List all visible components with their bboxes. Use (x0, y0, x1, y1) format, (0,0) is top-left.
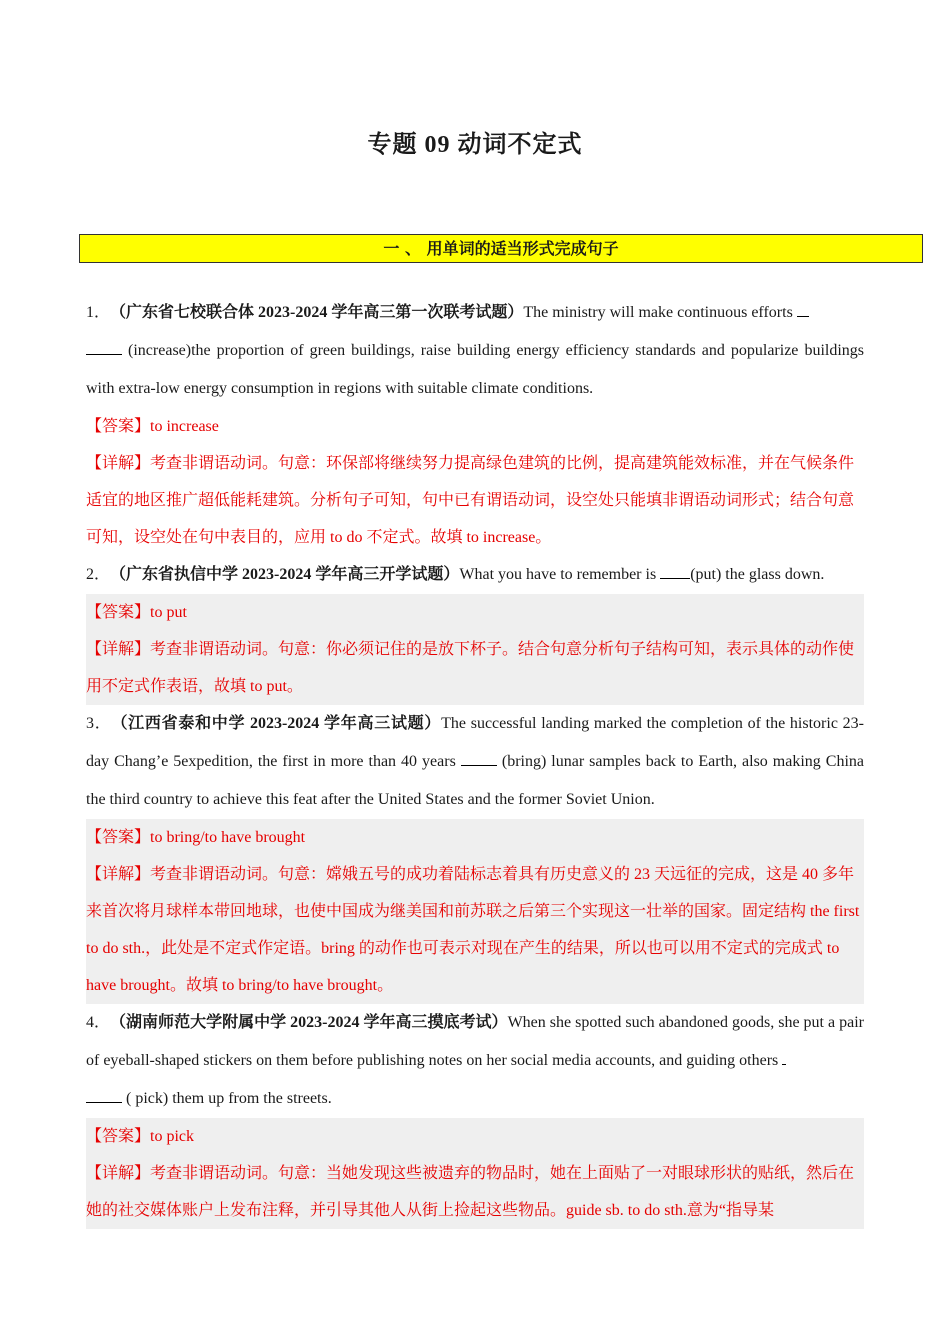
answer-blank (86, 338, 122, 355)
answer-block (86, 408, 864, 556)
question-number: 1． (86, 304, 111, 321)
answer-block (86, 594, 864, 705)
question-text: The successful landing marked the completion of the historic 23-day Chang’e 5expedition, the first in more than 40 years (86, 715, 864, 770)
question-text: (bring) lunar samples back to Earth, also making China the third country to achieve this feat after the United States and the former Soviet Union. (86, 753, 865, 808)
detail-label: 【详解】 (86, 1165, 151, 1182)
question-text: The ministry will make continuous efforts (523, 304, 793, 321)
detail-text: 考查非谓语动词。句意：嫦娥五号的成功着陆标志着具有历史意义的 23 天远征的完成，这是 40 多年来首次将月球样本带回地球，也使中国成为继美国和前苏联之后第三个实现这一壮举的国家。固定结构 the first to do sth.，此处是不定式作定语。bring 的动作也可表示对现在产生的结果，所以也可以用不定式的完成式 to have brought。故填 to bring/to have brought。 (86, 866, 860, 994)
answer-text: to pick (150, 1128, 195, 1145)
answer-block (86, 819, 864, 1004)
question-4 (86, 1004, 864, 1118)
question-2 (86, 556, 864, 594)
answer-blank (660, 562, 690, 579)
detail-text: 考查非谓语动词。句意：环保部将继续努力提高绿色建筑的比例，提高建筑能效标准，并在气候条件适宜的地区推广超低能耗建筑。分析句子可知，句中已有谓语动词，设空处只能填非谓语动词形式；结合句意可知，设空处在句中表目的，应用 to do 不定式。故填 to increase。 (86, 455, 855, 546)
detail-label: 【详解】 (86, 641, 151, 658)
question-source: （广东省七校联合体 2023-2024 学年高三第一次联考试题） (118, 304, 524, 321)
detail-label: 【详解】 (86, 455, 151, 472)
answer-label: 【答案】 (86, 418, 151, 435)
answer-blank (782, 1048, 786, 1065)
answer-blank (797, 300, 809, 317)
question-number: 3． (86, 715, 112, 732)
answer-blank (86, 1086, 122, 1103)
section-heading: 一 、 用单词的适当形式完成句子 (79, 234, 923, 263)
question-text: ( pick) them up from the streets. (126, 1090, 332, 1107)
question-source: （江西省泰和中学 2023-2024 学年高三试题） (119, 715, 442, 732)
question-source: （湖南师范大学附属中学 2023-2024 学年高三摸底考试） (118, 1014, 508, 1031)
page-title: 专题 09 动词不定式 (367, 132, 583, 158)
answer-label: 【答案】 (86, 829, 151, 846)
question-1 (86, 294, 864, 408)
answer-text: to increase (150, 418, 219, 435)
question-number: 2． (86, 566, 111, 583)
answer-blank (461, 749, 497, 766)
question-text: (put) the glass down. (690, 566, 825, 583)
detail-label: 【详解】 (86, 866, 151, 883)
answer-text: to bring/to have brought (150, 829, 306, 846)
question-3 (86, 705, 864, 819)
question-text: What you have to remember is (459, 566, 657, 583)
question-text: When she spotted such abandoned goods, she put a pair of eyeball-shaped stickers on them before publishing notes on her social media accounts, and guiding others (86, 1014, 864, 1069)
detail-text: 考查非谓语动词。句意：你必须记住的是放下杯子。结合句意分析句子结构可知，表示具体的动作使用不定式作表语，故填 to put。 (86, 641, 855, 695)
question-list (86, 294, 864, 1229)
answer-label: 【答案】 (86, 1128, 151, 1145)
detail-text: 考查非谓语动词。句意：当她发现这些被遗弃的物品时，她在上面贴了一对眼球形状的贴纸，然后在她的社交媒体账户上发布注释，并引导其他人从街上捡起这些物品。guide sb. to do sth.意为“指导某 (86, 1165, 855, 1219)
question-source: （广东省执信中学 2023-2024 学年高三开学试题） (118, 566, 460, 583)
question-text: (increase)the proportion of green buildings, raise building energy efficiency standards and popularize buildings with extra-low energy consumption in regions with suitable climate conditions. (86, 342, 865, 397)
answer-text: to put (150, 604, 187, 621)
answer-block (86, 1118, 864, 1229)
question-number: 4． (86, 1014, 111, 1031)
answer-label: 【答案】 (86, 604, 151, 621)
